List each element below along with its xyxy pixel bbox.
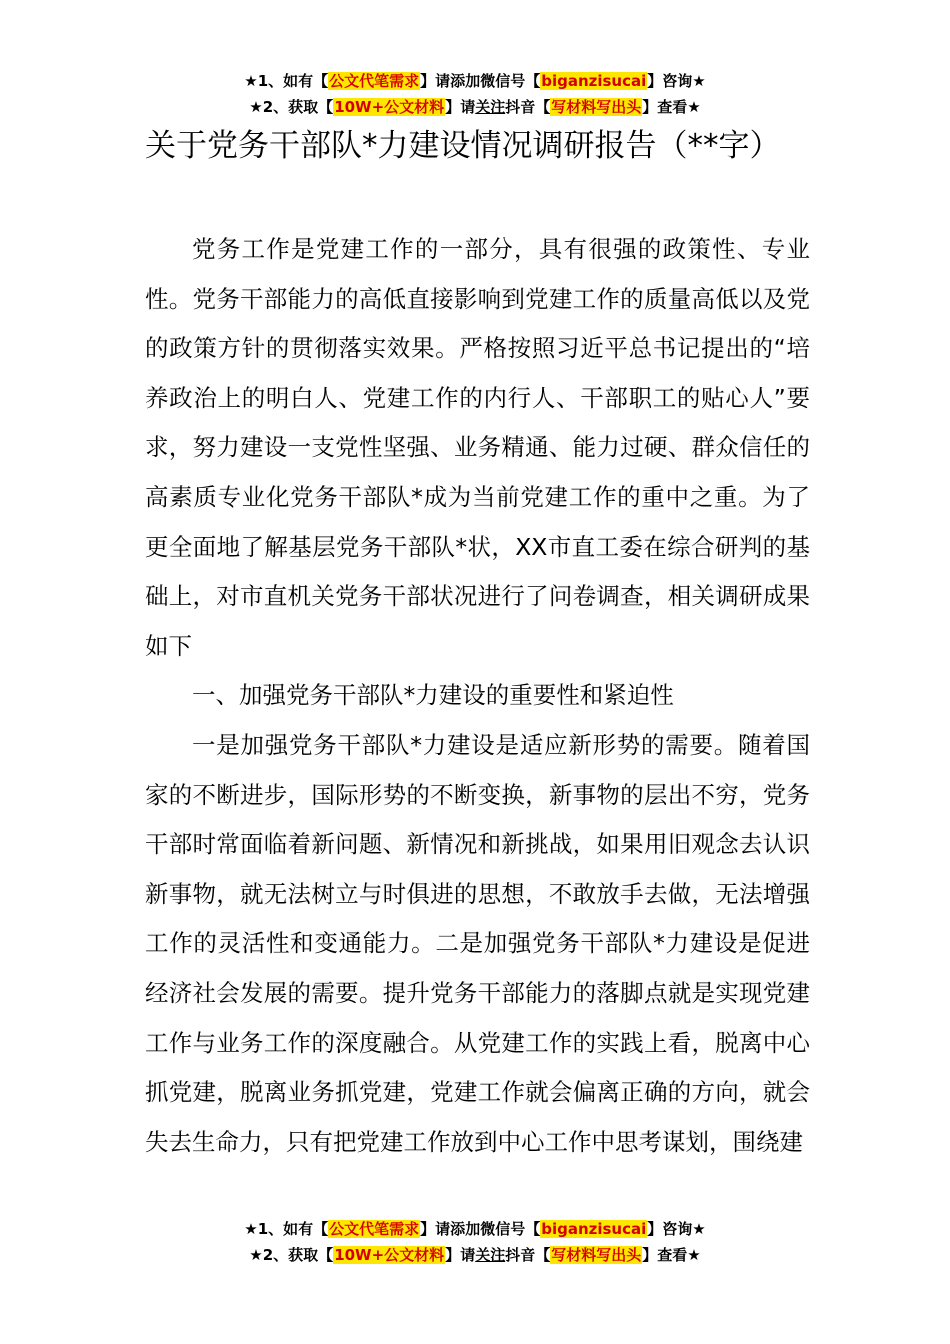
banner-emphasis: 关注	[475, 98, 506, 116]
banner-text: 】请	[445, 98, 476, 116]
banner-text: 抖音【	[505, 1246, 551, 1264]
banner-text: 】请	[445, 1246, 476, 1264]
banner-text: ★1、如有【	[244, 1220, 329, 1238]
highlight-wechat-id: biganzisucai	[541, 72, 647, 90]
highlight-douyin: 写材料写出头	[551, 98, 642, 116]
banner-line-1	[0, 68, 950, 94]
banner-text: 抖音【	[505, 98, 551, 116]
top-banner	[0, 68, 950, 120]
banner-line-2	[0, 1242, 950, 1268]
highlight-service: 公文代笔需求	[329, 72, 420, 90]
banner-line-1	[0, 1216, 950, 1242]
banner-text: 微信号【	[480, 72, 541, 90]
banner-emphasis: 加	[465, 1220, 481, 1238]
paragraph-intro: 党务工作是党建工作的一部分，具有很强的政策性、专业性。党务干部能力的高低直接影响到党建工作的质量高低以及党的政策方针的贯彻落实效果。严格按照习近平总书记提出的“培养政治上的明白人、党建工作的内行人、干部职工的贴心人”要求，努力建设一支党性坚强、业务精通、能力过硬、群众信任的高素质专业化党务干部队*成为当前党建工作的重中之重。为了更全面地了解基层党务干部队*状，XX市直工委在综合研判的基础上，对市直机关党务干部状况进行了问卷调查，相关调研成果如下	[145, 235, 810, 660]
banner-text: 】请添	[420, 72, 466, 90]
highlight-materials: 10W+公文材料	[334, 98, 445, 116]
banner-text: 】咨询★	[647, 72, 706, 90]
banner-text: 】咨询★	[647, 1220, 706, 1238]
highlight-service: 公文代笔需求	[329, 1220, 420, 1238]
banner-text: ★1、如有【	[244, 72, 329, 90]
paragraph-section-1: 一是加强党务干部队*力建设是适应新形势的需要。随着国家的不断进步，国际形势的不断变换，新事物的层出不穷，党务干部时常面临着新问题、新情况和新挑战，如果用旧观念去认识新事物，就无法树立与时俱进的思想，不敢放手去做，无法增强工作的灵活性和变通能力。二是加强党务干部队*力建设是促进经济社会发展的需要。提升党务干部能力的落脚点就是实现党建工作与业务工作的深度融合。从党建工作的实践上看，脱离中心抓党建，脱离业务抓党建，党建工作就会偏离正确的方向，就会失去生命力，只有把党建工作放到中心工作中思考谋划，围绕建	[145, 730, 810, 1156]
banner-text: 】请添	[420, 1220, 466, 1238]
banner-text: 微信号【	[480, 1220, 541, 1238]
section-heading-1: 一、加强党务干部队*力建设的重要性和紧迫性	[192, 681, 674, 710]
bottom-banner	[0, 1216, 950, 1268]
banner-emphasis: 加	[465, 72, 481, 90]
banner-line-2	[0, 94, 950, 120]
highlight-wechat-id: biganzisucai	[541, 1220, 647, 1238]
highlight-douyin: 写材料写出头	[551, 1246, 642, 1264]
banner-text: ★2、获取【	[249, 98, 334, 116]
highlight-materials: 10W+公文材料	[334, 1246, 445, 1264]
document-body	[145, 225, 810, 1167]
banner-text: ★2、获取【	[249, 1246, 334, 1264]
banner-text: 】查看★	[642, 1246, 701, 1264]
banner-text: 】查看★	[642, 98, 701, 116]
document-title: 关于党务干部队*力建设情况调研报告（**字）	[145, 128, 781, 164]
banner-emphasis: 关注	[475, 1246, 506, 1264]
